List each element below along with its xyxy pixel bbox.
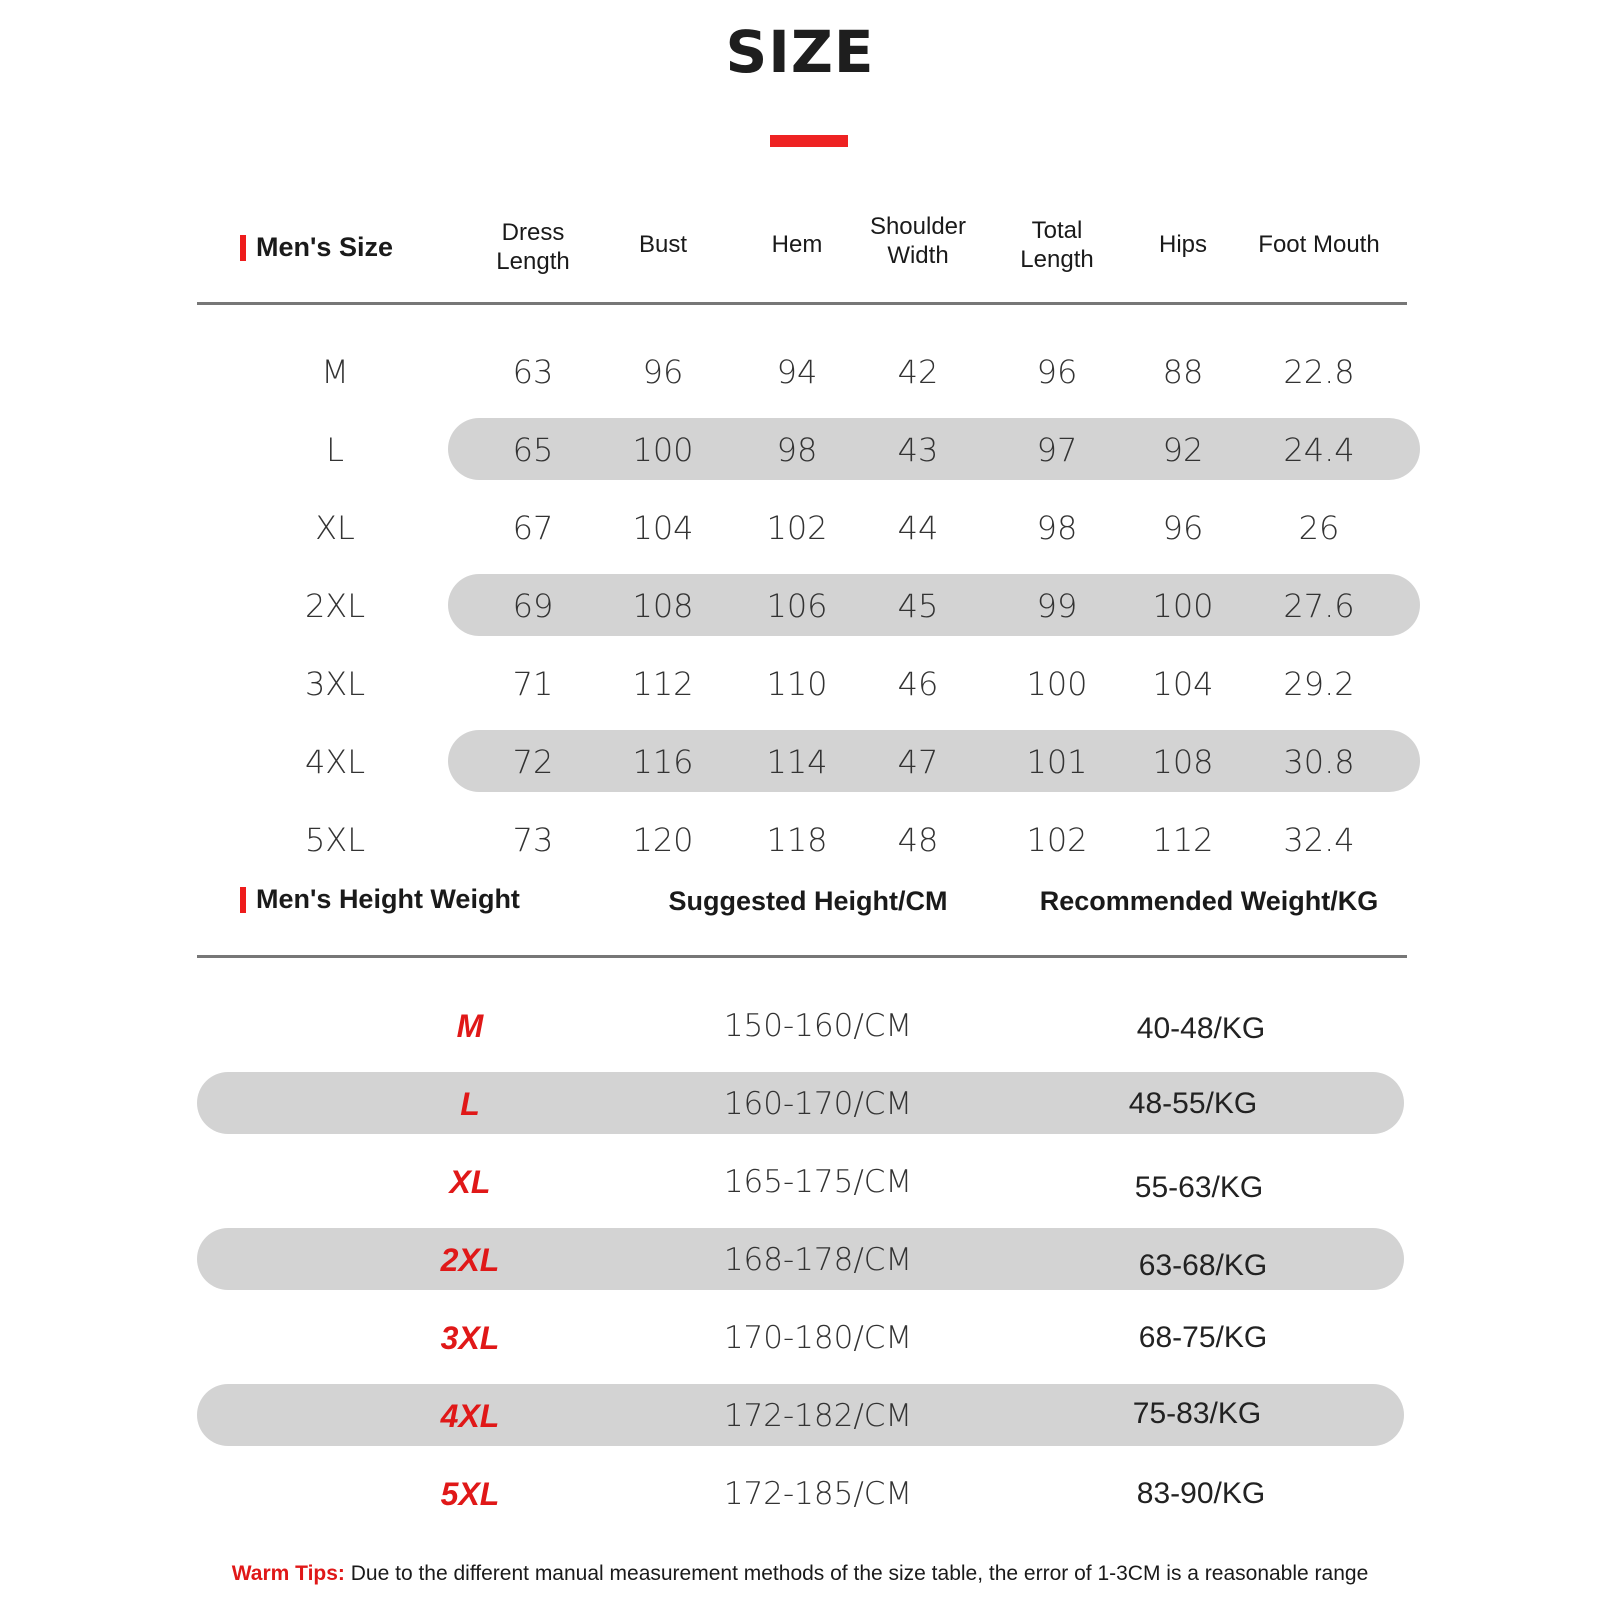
table-cell: 69 — [512, 587, 554, 625]
weight-cell: 63-68/KG — [1138, 1249, 1268, 1282]
table-cell: 92 — [1162, 431, 1204, 469]
table-cell: 71 — [512, 665, 554, 703]
table-cell: 106 — [766, 587, 828, 625]
table-cell: 98 — [1036, 509, 1078, 547]
weight-cell: 68-75/KG — [1138, 1321, 1268, 1354]
table-cell: 102 — [766, 509, 828, 547]
table-cell: 102 — [1026, 821, 1088, 859]
table-cell: 98 — [776, 431, 818, 469]
size-name: 5XL — [440, 1476, 500, 1512]
column-header: Hem — [771, 231, 823, 258]
title-underline — [770, 135, 848, 147]
table-cell: 43 — [897, 431, 939, 469]
height-cell: 165-175/CM — [723, 1164, 913, 1200]
table-cell: 110 — [766, 665, 828, 703]
table-cell: 29.2 — [1283, 665, 1355, 703]
table-cell: 101 — [1026, 743, 1088, 781]
size-name: M — [321, 353, 349, 391]
table-cell: 72 — [512, 743, 554, 781]
table-cell: 100 — [632, 431, 694, 469]
weight-cell: 55-63/KG — [1134, 1171, 1264, 1204]
table-cell: 32.4 — [1283, 821, 1355, 859]
size-name: 3XL — [304, 665, 366, 703]
table-cell: 114 — [766, 743, 828, 781]
table-cell: 73 — [512, 821, 554, 859]
column-header: Hips — [1158, 231, 1207, 258]
table-cell: 22.8 — [1283, 353, 1355, 391]
size-name: XL — [449, 1164, 491, 1200]
table-cell: 108 — [1152, 743, 1214, 781]
weight-column-header: Recommended Weight/KG — [1039, 886, 1379, 916]
table-cell: 100 — [1026, 665, 1088, 703]
weight-cell: 83-90/KG — [1136, 1477, 1266, 1510]
table-cell: 42 — [897, 353, 939, 391]
column-header: Total Length — [1020, 217, 1094, 273]
size-name: 2XL — [440, 1242, 500, 1278]
table-cell: 100 — [1152, 587, 1214, 625]
height-cell: 160-170/CM — [723, 1086, 913, 1122]
size-name: 2XL — [304, 587, 366, 625]
table-cell: 63 — [512, 353, 554, 391]
size-name: XL — [315, 509, 355, 547]
column-header: Bust — [638, 231, 688, 258]
table-cell: 45 — [897, 587, 939, 625]
table-cell: 99 — [1036, 587, 1078, 625]
weight-cell: 75-83/KG — [1132, 1397, 1262, 1430]
table-cell: 96 — [1036, 353, 1078, 391]
table-cell: 44 — [897, 509, 939, 547]
warm-tips — [0, 1562, 1600, 1586]
table-cell: 24.4 — [1283, 431, 1355, 469]
page-title: SIZE — [725, 18, 875, 86]
size-table-label — [240, 232, 393, 263]
table-cell: 116 — [632, 743, 694, 781]
height-weight-label-text: Men's Height Weight — [256, 884, 520, 914]
table-cell: 120 — [632, 821, 694, 859]
height-weight-divider — [197, 955, 1407, 958]
table-cell: 30.8 — [1283, 743, 1355, 781]
table-cell: 96 — [1162, 509, 1204, 547]
table-cell: 112 — [632, 665, 694, 703]
red-marker-icon — [240, 887, 246, 913]
table-cell: 104 — [1152, 665, 1214, 703]
table-cell: 88 — [1162, 353, 1204, 391]
height-column-header: Suggested Height/CM — [668, 886, 948, 916]
column-header: Foot Mouth — [1258, 231, 1380, 258]
table-cell: 48 — [897, 821, 939, 859]
table-cell: 97 — [1036, 431, 1078, 469]
table-cell: 65 — [512, 431, 554, 469]
height-weight-label — [240, 884, 520, 915]
size-name: L — [326, 431, 344, 469]
size-table-divider — [197, 302, 1407, 305]
height-cell: 172-182/CM — [723, 1398, 913, 1434]
table-cell: 104 — [632, 509, 694, 547]
table-cell: 108 — [632, 587, 694, 625]
height-cell: 150-160/CM — [723, 1008, 913, 1044]
table-cell: 112 — [1152, 821, 1214, 859]
warm-tips-label: Warm Tips: — [231, 1562, 345, 1585]
table-cell: 118 — [766, 821, 828, 859]
height-cell: 172-185/CM — [723, 1476, 913, 1512]
size-name: 4XL — [304, 743, 366, 781]
table-cell: 27.6 — [1283, 587, 1355, 625]
height-cell: 168-178/CM — [723, 1242, 913, 1278]
size-name: 5XL — [304, 821, 366, 859]
red-marker-icon — [240, 235, 246, 261]
warm-tips-text: Due to the different manual measurement methods of the size table, the error of 1-3CM is a reasonable range — [350, 1562, 1369, 1585]
height-cell: 170-180/CM — [723, 1320, 913, 1356]
column-header: Shoulder Width — [869, 213, 967, 269]
size-name: 4XL — [440, 1398, 500, 1434]
size-name: M — [456, 1008, 484, 1044]
size-name: 3XL — [440, 1320, 500, 1356]
table-cell: 67 — [512, 509, 554, 547]
table-cell: 26 — [1298, 509, 1340, 547]
size-table-label-text: Men's Size — [256, 232, 393, 262]
weight-cell: 48-55/KG — [1128, 1087, 1258, 1120]
column-header: Dress Length — [496, 219, 570, 275]
table-cell: 94 — [776, 353, 818, 391]
weight-cell: 40-48/KG — [1136, 1012, 1266, 1045]
table-cell: 46 — [897, 665, 939, 703]
table-cell: 47 — [897, 743, 939, 781]
size-name: L — [460, 1086, 480, 1122]
table-cell: 96 — [642, 353, 684, 391]
